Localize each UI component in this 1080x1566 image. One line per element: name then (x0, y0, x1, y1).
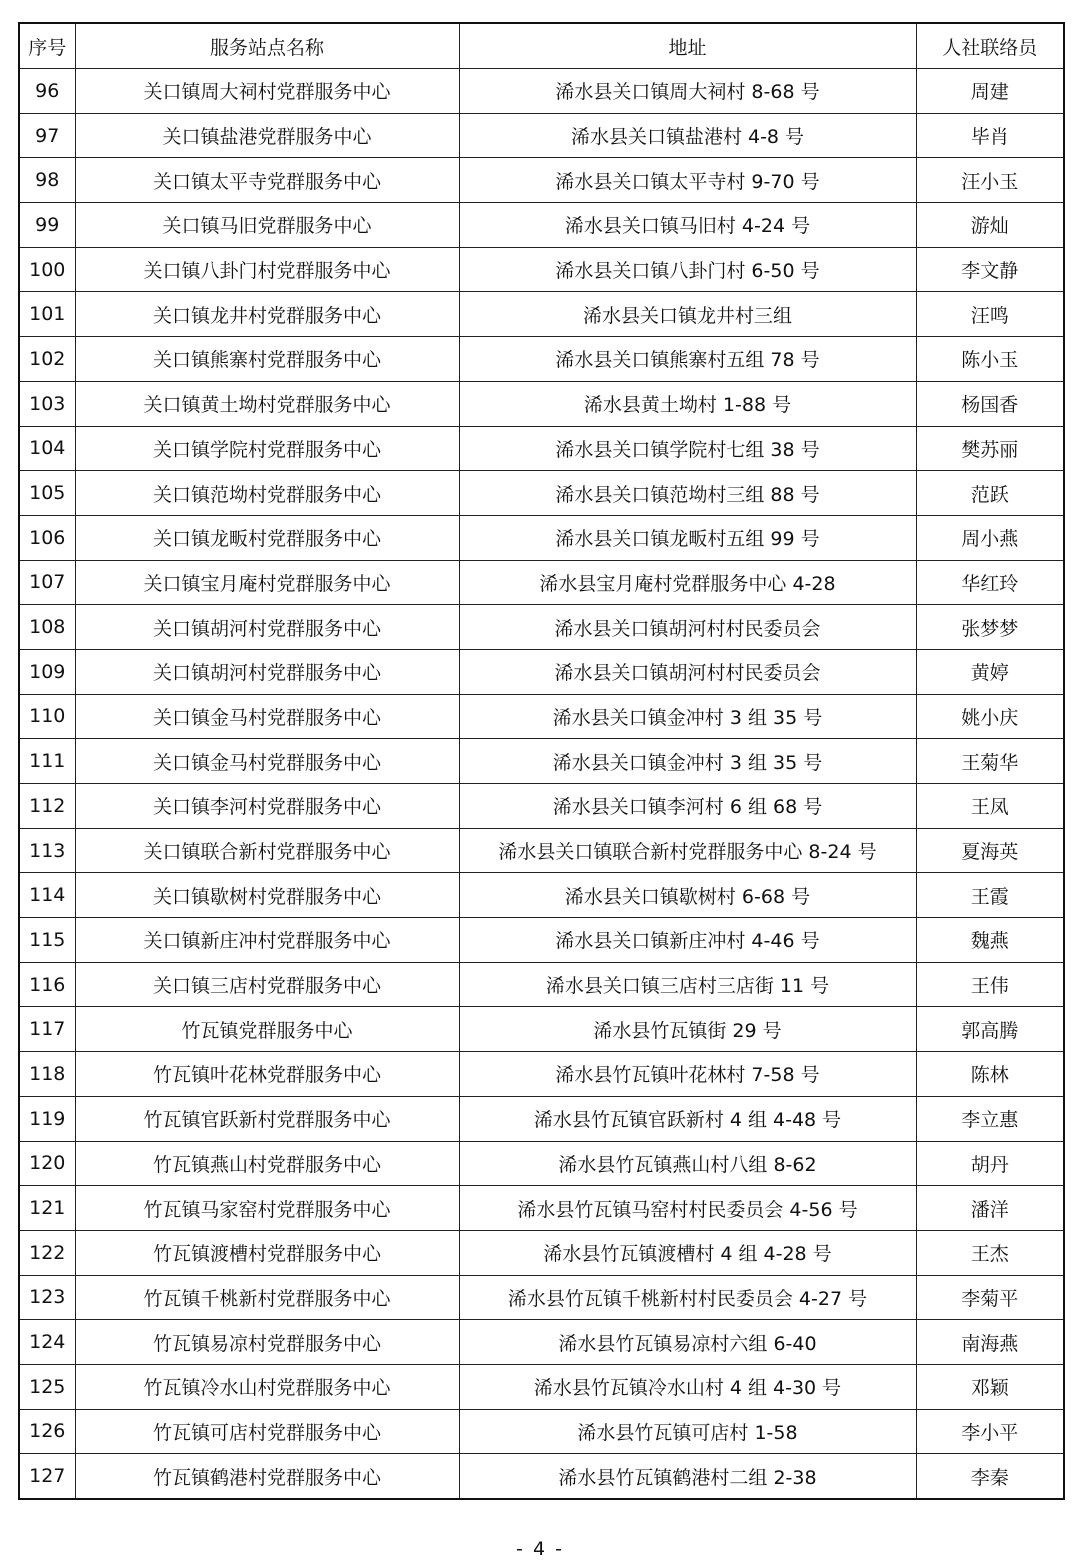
table-row (19, 962, 1064, 1007)
cell-liaison: 李立惠 (916, 1096, 1064, 1141)
cell-liaison: 张梦梦 (916, 605, 1064, 650)
cell-address: 浠水县关口镇龙畈村五组 99 号 (459, 515, 916, 560)
cell-station-name: 关口镇学院村党群服务中心 (75, 426, 459, 471)
table-row (19, 337, 1064, 382)
cell-serial-number: 98 (19, 158, 75, 203)
cell-station-name: 关口镇太平寺党群服务中心 (75, 158, 459, 203)
cell-serial-number: 109 (19, 649, 75, 694)
cell-address: 浠水县关口镇联合新村党群服务中心 8-24 号 (459, 828, 916, 873)
cell-serial-number: 102 (19, 337, 75, 382)
cell-serial-number: 99 (19, 203, 75, 248)
cell-liaison: 南海燕 (916, 1320, 1064, 1365)
cell-station-name: 关口镇熊寨村党群服务中心 (75, 337, 459, 382)
cell-serial-number: 97 (19, 113, 75, 158)
cell-liaison: 汪小玉 (916, 158, 1064, 203)
cell-liaison: 王凤 (916, 784, 1064, 829)
header-liaison: 人社联络员 (916, 23, 1064, 69)
cell-station-name: 竹瓦镇渡槽村党群服务中心 (75, 1230, 459, 1275)
table-row (19, 873, 1064, 918)
cell-liaison: 王菊华 (916, 739, 1064, 784)
table-row (19, 113, 1064, 158)
table-row (19, 1275, 1064, 1320)
cell-address: 浠水县竹瓦镇鹤港村二组 2-38 (459, 1454, 916, 1499)
cell-serial-number: 107 (19, 560, 75, 605)
cell-serial-number: 120 (19, 1141, 75, 1186)
cell-address: 浠水县竹瓦镇官跃新村 4 组 4-48 号 (459, 1096, 916, 1141)
cell-liaison: 魏燕 (916, 918, 1064, 963)
cell-address: 浠水县竹瓦镇马窑村村民委员会 4-56 号 (459, 1186, 916, 1231)
cell-serial-number: 103 (19, 381, 75, 426)
cell-address: 浠水县关口镇马旧村 4-24 号 (459, 203, 916, 248)
cell-address: 浠水县关口镇熊寨村五组 78 号 (459, 337, 916, 382)
table-row (19, 1454, 1064, 1499)
cell-station-name: 关口镇李河村党群服务中心 (75, 784, 459, 829)
cell-address: 浠水县关口镇八卦门村 6-50 号 (459, 247, 916, 292)
cell-address: 浠水县竹瓦镇街 29 号 (459, 1007, 916, 1052)
table-row (19, 1320, 1064, 1365)
cell-address: 浠水县竹瓦镇易凉村六组 6-40 (459, 1320, 916, 1365)
cell-serial-number: 113 (19, 828, 75, 873)
cell-address: 浠水县黄土坳村 1-88 号 (459, 381, 916, 426)
cell-station-name: 关口镇三店村党群服务中心 (75, 962, 459, 1007)
cell-station-name: 关口镇宝月庵村党群服务中心 (75, 560, 459, 605)
service-station-table (18, 22, 1065, 1500)
cell-station-name: 竹瓦镇鹤港村党群服务中心 (75, 1454, 459, 1499)
table-row (19, 158, 1064, 203)
cell-serial-number: 118 (19, 1052, 75, 1097)
table-row (19, 1141, 1064, 1186)
cell-station-name: 关口镇金马村党群服务中心 (75, 739, 459, 784)
cell-station-name: 关口镇胡河村党群服务中心 (75, 605, 459, 650)
cell-station-name: 竹瓦镇可店村党群服务中心 (75, 1409, 459, 1454)
cell-serial-number: 127 (19, 1454, 75, 1499)
cell-station-name: 关口镇胡河村党群服务中心 (75, 649, 459, 694)
cell-liaison: 王伟 (916, 962, 1064, 1007)
cell-serial-number: 105 (19, 471, 75, 516)
table-row (19, 694, 1064, 739)
cell-address: 浠水县关口镇范坳村三组 88 号 (459, 471, 916, 516)
cell-address: 浠水县关口镇周大祠村 8-68 号 (459, 69, 916, 114)
cell-address: 浠水县竹瓦镇叶花林村 7-58 号 (459, 1052, 916, 1097)
cell-serial-number: 108 (19, 605, 75, 650)
cell-serial-number: 106 (19, 515, 75, 560)
page-number: - 4 - (516, 1538, 564, 1560)
cell-address: 浠水县关口镇太平寺村 9-70 号 (459, 158, 916, 203)
cell-serial-number: 115 (19, 918, 75, 963)
cell-liaison: 郭高腾 (916, 1007, 1064, 1052)
cell-station-name: 关口镇范坳村党群服务中心 (75, 471, 459, 516)
cell-serial-number: 123 (19, 1275, 75, 1320)
table-row (19, 784, 1064, 829)
cell-serial-number: 96 (19, 69, 75, 114)
table-row (19, 1007, 1064, 1052)
table-row (19, 471, 1064, 516)
table-row (19, 1409, 1064, 1454)
cell-liaison: 李菊平 (916, 1275, 1064, 1320)
table-row (19, 918, 1064, 963)
cell-liaison: 李秦 (916, 1454, 1064, 1499)
cell-station-name: 竹瓦镇燕山村党群服务中心 (75, 1141, 459, 1186)
cell-station-name: 关口镇联合新村党群服务中心 (75, 828, 459, 873)
cell-liaison: 李文静 (916, 247, 1064, 292)
cell-serial-number: 111 (19, 739, 75, 784)
cell-liaison: 陈小玉 (916, 337, 1064, 382)
cell-address: 浠水县关口镇新庄冲村 4-46 号 (459, 918, 916, 963)
table-row (19, 560, 1064, 605)
table-row (19, 69, 1064, 114)
cell-address: 浠水县关口镇金冲村 3 组 35 号 (459, 739, 916, 784)
cell-station-name: 竹瓦镇叶花林党群服务中心 (75, 1052, 459, 1097)
cell-liaison: 范跃 (916, 471, 1064, 516)
table-row (19, 605, 1064, 650)
cell-liaison: 李小平 (916, 1409, 1064, 1454)
cell-station-name: 关口镇盐港党群服务中心 (75, 113, 459, 158)
cell-address: 浠水县关口镇李河村 6 组 68 号 (459, 784, 916, 829)
table-row (19, 203, 1064, 248)
cell-serial-number: 119 (19, 1096, 75, 1141)
cell-station-name: 关口镇金马村党群服务中心 (75, 694, 459, 739)
cell-station-name: 关口镇新庄冲村党群服务中心 (75, 918, 459, 963)
cell-address: 浠水县关口镇胡河村村民委员会 (459, 605, 916, 650)
cell-liaison: 潘洋 (916, 1186, 1064, 1231)
table-header (19, 23, 1064, 69)
cell-liaison: 夏海英 (916, 828, 1064, 873)
cell-station-name: 竹瓦镇官跃新村党群服务中心 (75, 1096, 459, 1141)
cell-address: 浠水县关口镇龙井村三组 (459, 292, 916, 337)
cell-liaison: 胡丹 (916, 1141, 1064, 1186)
cell-station-name: 竹瓦镇冷水山村党群服务中心 (75, 1364, 459, 1409)
table-row (19, 1364, 1064, 1409)
cell-liaison: 黄婷 (916, 649, 1064, 694)
cell-liaison: 游灿 (916, 203, 1064, 248)
table-row (19, 739, 1064, 784)
cell-liaison: 姚小庆 (916, 694, 1064, 739)
cell-address: 浠水县竹瓦镇冷水山村 4 组 4-30 号 (459, 1364, 916, 1409)
cell-station-name: 关口镇歇树村党群服务中心 (75, 873, 459, 918)
table-row (19, 1096, 1064, 1141)
cell-address: 浠水县宝月庵村党群服务中心 4-28 (459, 560, 916, 605)
cell-serial-number: 110 (19, 694, 75, 739)
table-row (19, 292, 1064, 337)
cell-liaison: 王霞 (916, 873, 1064, 918)
cell-liaison: 汪鸣 (916, 292, 1064, 337)
cell-liaison: 毕肖 (916, 113, 1064, 158)
cell-serial-number: 126 (19, 1409, 75, 1454)
cell-serial-number: 117 (19, 1007, 75, 1052)
cell-serial-number: 112 (19, 784, 75, 829)
cell-serial-number: 121 (19, 1186, 75, 1231)
cell-address: 浠水县关口镇金冲村 3 组 35 号 (459, 694, 916, 739)
cell-station-name: 竹瓦镇党群服务中心 (75, 1007, 459, 1052)
header-station-name: 服务站点名称 (75, 23, 459, 69)
cell-liaison: 周小燕 (916, 515, 1064, 560)
cell-serial-number: 104 (19, 426, 75, 471)
table-row (19, 426, 1064, 471)
cell-serial-number: 116 (19, 962, 75, 1007)
cell-address: 浠水县关口镇歇树村 6-68 号 (459, 873, 916, 918)
cell-station-name: 关口镇周大祠村党群服务中心 (75, 69, 459, 114)
cell-address: 浠水县关口镇盐港村 4-8 号 (459, 113, 916, 158)
cell-liaison: 华红玲 (916, 560, 1064, 605)
cell-liaison: 樊苏丽 (916, 426, 1064, 471)
cell-station-name: 关口镇龙井村党群服务中心 (75, 292, 459, 337)
cell-liaison: 王杰 (916, 1230, 1064, 1275)
cell-station-name: 关口镇八卦门村党群服务中心 (75, 247, 459, 292)
cell-station-name: 竹瓦镇马家窑村党群服务中心 (75, 1186, 459, 1231)
table-row (19, 381, 1064, 426)
cell-station-name: 竹瓦镇易凉村党群服务中心 (75, 1320, 459, 1365)
cell-serial-number: 101 (19, 292, 75, 337)
table-row (19, 247, 1064, 292)
cell-serial-number: 124 (19, 1320, 75, 1365)
cell-address: 浠水县竹瓦镇千桃新村村民委员会 4-27 号 (459, 1275, 916, 1320)
cell-address: 浠水县关口镇胡河村村民委员会 (459, 649, 916, 694)
cell-liaison: 陈林 (916, 1052, 1064, 1097)
cell-station-name: 竹瓦镇千桃新村党群服务中心 (75, 1275, 459, 1320)
cell-address: 浠水县竹瓦镇燕山村八组 8-62 (459, 1141, 916, 1186)
cell-address: 浠水县竹瓦镇可店村 1-58 (459, 1409, 916, 1454)
document-page (18, 22, 1063, 1500)
cell-liaison: 邓颖 (916, 1364, 1064, 1409)
cell-station-name: 关口镇龙畈村党群服务中心 (75, 515, 459, 560)
cell-station-name: 关口镇黄土坳村党群服务中心 (75, 381, 459, 426)
table-row (19, 828, 1064, 873)
cell-liaison: 周建 (916, 69, 1064, 114)
header-row (19, 23, 1064, 69)
table-row (19, 515, 1064, 560)
header-serial-number: 序号 (19, 23, 75, 69)
cell-serial-number: 114 (19, 873, 75, 918)
cell-serial-number: 122 (19, 1230, 75, 1275)
header-address: 地址 (459, 23, 916, 69)
cell-station-name: 关口镇马旧党群服务中心 (75, 203, 459, 248)
cell-liaison: 杨国香 (916, 381, 1064, 426)
cell-serial-number: 100 (19, 247, 75, 292)
table-row (19, 649, 1064, 694)
cell-address: 浠水县竹瓦镇渡槽村 4 组 4-28 号 (459, 1230, 916, 1275)
cell-address: 浠水县关口镇三店村三店街 11 号 (459, 962, 916, 1007)
cell-address: 浠水县关口镇学院村七组 38 号 (459, 426, 916, 471)
table-row (19, 1052, 1064, 1097)
cell-serial-number: 125 (19, 1364, 75, 1409)
table-row (19, 1230, 1064, 1275)
table-body (19, 69, 1064, 1500)
table-row (19, 1186, 1064, 1231)
